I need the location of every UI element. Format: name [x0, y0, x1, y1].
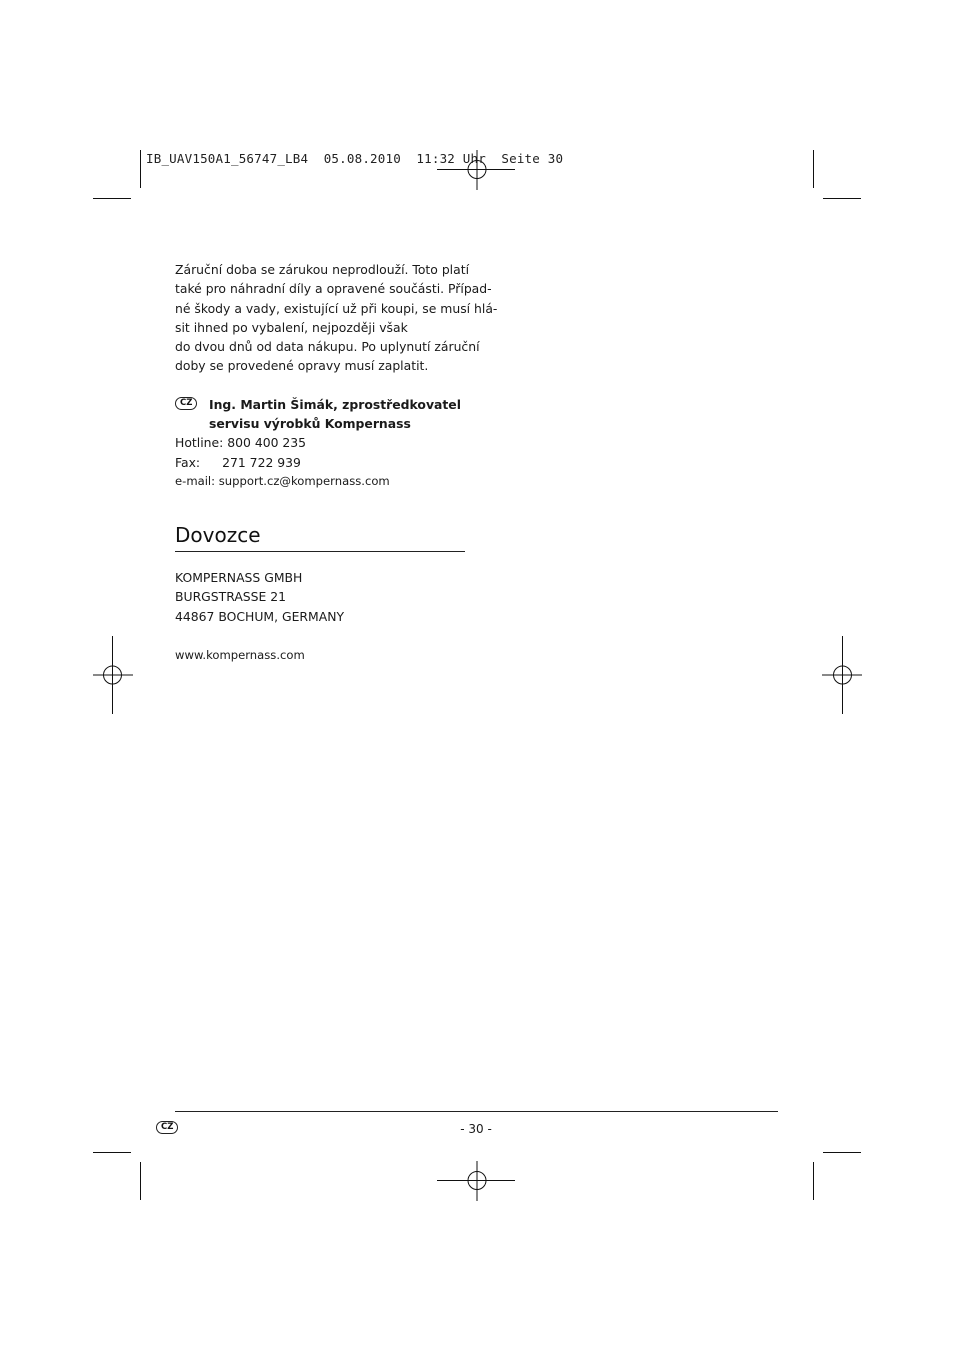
crop-mark-top-left-h: [93, 198, 131, 199]
hotline-text: Hotline: 800 400 235: [175, 435, 307, 450]
heading-divider: [175, 551, 465, 552]
service-provider-name: [209, 395, 461, 434]
city-address: 44867 BOCHUM, GERMANY: [175, 608, 345, 624]
registration-mark-right: [822, 636, 862, 714]
service-name-line: Ing. Martin Šimák, zprostředkovatel: [209, 397, 461, 412]
fax-label: Fax:: [175, 454, 201, 470]
country-badge: CZ: [175, 397, 197, 410]
registration-mark-left: [93, 636, 133, 714]
warranty-line: Záruční doba se zárukou neprodlouží. Toto platí: [175, 262, 470, 277]
warranty-line: sit ihned po vybalení, nejpozději však: [175, 319, 408, 335]
warranty-line: do dvou dnů od data nákupu. Po uplynutí záruční: [175, 339, 480, 355]
warranty-line: také pro náhradní díly a opravené součásti. Případ-: [175, 281, 492, 297]
service-name-line: servisu výrobků Kompernass: [209, 416, 411, 432]
page-number: - 30 -: [460, 1122, 492, 1136]
crop-mark-top-left-v: [140, 150, 141, 188]
fax-number: 271 722 939: [222, 454, 301, 470]
importer-address: [175, 568, 344, 626]
website-text: www.kompernass.com: [175, 648, 305, 662]
email-text: e-mail: support.cz@kompernass.com: [175, 474, 390, 488]
service-contact-block: [175, 433, 390, 492]
warranty-paragraph: [175, 260, 498, 376]
registration-mark-bottom: [437, 1161, 517, 1201]
footer-divider: [175, 1111, 778, 1112]
warranty-line: né škody a vady, existující už při koupi, se musí hlá-: [175, 300, 498, 316]
crop-mark-top-right-v: [813, 150, 814, 188]
print-slug-line: IB_UAV150A1_56747_LB4 05.08.2010 11:32 Uhr Seite 30: [146, 151, 564, 166]
fax-line: [175, 453, 390, 473]
registration-mark-top: [437, 150, 517, 190]
crop-mark-bottom-left-h: [93, 1152, 131, 1153]
importer-heading: Dovozce: [175, 523, 261, 547]
crop-mark-top-right-h: [823, 198, 861, 199]
crop-mark-bottom-left-v: [140, 1162, 141, 1200]
company-name: KOMPERNASS GMBH: [175, 570, 303, 585]
crop-mark-bottom-right-v: [813, 1162, 814, 1200]
street-address: BURGSTRASSE 21: [175, 589, 287, 605]
footer-country-badge: CZ: [156, 1121, 178, 1134]
crop-mark-bottom-right-h: [823, 1152, 861, 1153]
warranty-line: doby se provedené opravy musí zaplatit.: [175, 358, 429, 374]
